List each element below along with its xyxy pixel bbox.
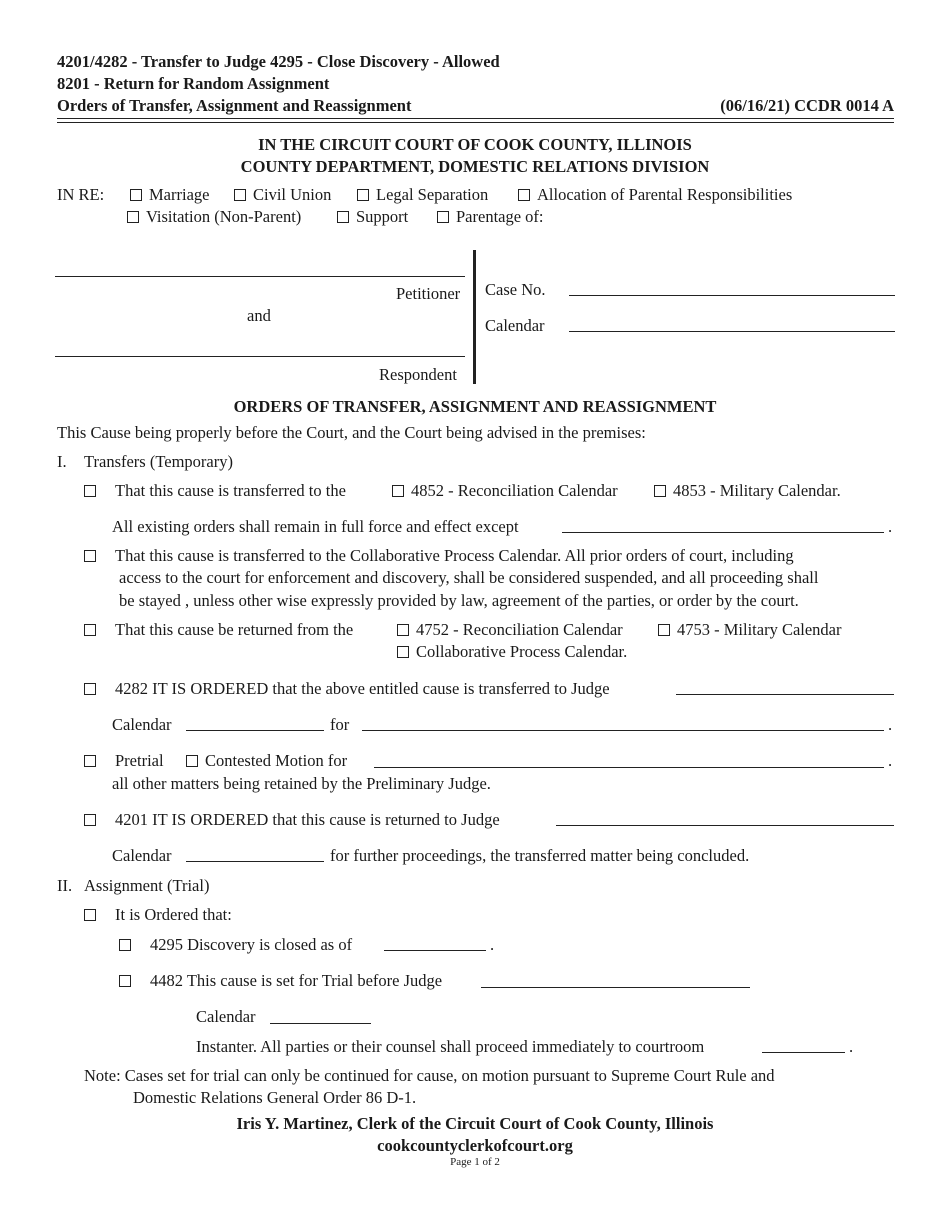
checkbox[interactable] xyxy=(84,550,96,562)
for-field[interactable] xyxy=(362,730,884,731)
court-line-1: IN THE CIRCUIT COURT OF COOK COUNTY, ILLINOIS xyxy=(258,135,692,154)
checkbox[interactable] xyxy=(186,755,198,767)
transfer-4852[interactable]: 4852 - Reconciliation Calendar xyxy=(392,481,618,501)
checkbox[interactable] xyxy=(234,189,246,201)
instanter-text: Instanter. All parties or their counsel shall proceed immediately to courtroom xyxy=(196,1037,705,1056)
order-4282-item[interactable]: 4282 IT IS ORDERED that the above entitled cause is transferred to Judge xyxy=(84,679,610,699)
collab-line-3: be stayed , unless other wise expressly provided by law, agreement of the parties, or order by the court. xyxy=(119,591,799,610)
trial-judge-field[interactable] xyxy=(481,987,750,988)
checkbox[interactable] xyxy=(392,485,404,497)
petitioner-label: Petitioner xyxy=(396,284,461,303)
transfer-item[interactable]: That this cause is transferred to the xyxy=(84,481,346,501)
in-re-allocation[interactable]: Allocation of Parental Responsibilities xyxy=(518,185,792,205)
checkbox[interactable] xyxy=(127,211,139,223)
checkbox[interactable] xyxy=(437,211,449,223)
section-1-title: Transfers (Temporary) xyxy=(84,452,233,471)
footer-clerk: Iris Y. Martinez, Clerk of the Circuit Court of Cook County, Illinois xyxy=(236,1114,714,1133)
in-re-civil-union[interactable]: Civil Union xyxy=(234,185,331,205)
period: . xyxy=(888,751,893,770)
checkbox[interactable] xyxy=(397,624,409,636)
checkbox[interactable] xyxy=(119,939,131,951)
petitioner-line[interactable] xyxy=(55,276,465,277)
collab-item[interactable]: That this cause is transferred to the Collaborative Process Calendar. All prior orders of court, including xyxy=(84,546,794,566)
checkbox[interactable] xyxy=(84,909,96,921)
checkbox[interactable] xyxy=(84,814,96,826)
note-line-1: Note: Cases set for trial can only be continued for cause, on motion pursuant to Supreme Court Rule and xyxy=(84,1066,775,1085)
footer-website[interactable]: cookcountyclerkofcourt.org xyxy=(377,1136,573,1155)
in-re-marriage[interactable]: Marriage xyxy=(130,185,209,205)
period: . xyxy=(490,935,495,954)
calendar-field-4282[interactable] xyxy=(186,730,324,731)
period: . xyxy=(849,1037,854,1056)
checkbox[interactable] xyxy=(84,624,96,636)
calendar-label: Calendar xyxy=(485,316,545,335)
returned-4752[interactable]: 4752 - Reconciliation Calendar xyxy=(397,620,623,640)
orders-title: ORDERS OF TRANSFER, ASSIGNMENT AND REASSIGNMENT xyxy=(233,397,717,416)
header-line-1: 4201/4282 - Transfer to Judge 4295 - Close Discovery - Allowed xyxy=(57,52,500,71)
for-label: for xyxy=(330,715,350,734)
in-re-legal-separation[interactable]: Legal Separation xyxy=(357,185,488,205)
returned-collab[interactable]: Collaborative Process Calendar. xyxy=(397,642,627,662)
header-rule-2 xyxy=(57,122,894,123)
respondent-line[interactable] xyxy=(55,356,465,357)
and-label: and xyxy=(247,306,271,325)
returned-4753[interactable]: 4753 - Military Calendar xyxy=(658,620,842,640)
in-re-visitation[interactable]: Visitation (Non-Parent) xyxy=(127,207,301,227)
existing-orders-text: All existing orders shall remain in full force and effect except xyxy=(112,517,519,536)
case-no-label: Case No. xyxy=(485,280,546,299)
calendar-field-4201[interactable] xyxy=(186,861,324,862)
returned-item[interactable]: That this cause be returned from the xyxy=(84,620,353,640)
period: . xyxy=(888,715,893,734)
discovery-item[interactable]: 4295 Discovery is closed as of xyxy=(119,935,352,955)
checkbox[interactable] xyxy=(658,624,670,636)
transfer-4853[interactable]: 4853 - Military Calendar. xyxy=(654,481,841,501)
existing-orders-field[interactable] xyxy=(562,532,884,533)
courtroom-field[interactable] xyxy=(762,1052,845,1053)
checkbox[interactable] xyxy=(337,211,349,223)
calendar-label-4201: Calendar xyxy=(112,846,172,865)
checkbox[interactable] xyxy=(357,189,369,201)
section-2-title: Assignment (Trial) xyxy=(84,876,210,895)
caption-divider xyxy=(473,250,476,384)
collab-line-2: access to the court for enforcement and discovery, shall be considered suspended, and all proceeding shall xyxy=(119,568,819,587)
intro-text: This Cause being properly before the Court, and the Court being advised in the premises: xyxy=(57,423,646,442)
calendar-label-4282: Calendar xyxy=(112,715,172,734)
court-line-2: COUNTY DEPARTMENT, DOMESTIC RELATIONS DIVISION xyxy=(240,157,710,176)
checkbox[interactable] xyxy=(84,485,96,497)
checkbox[interactable] xyxy=(130,189,142,201)
judge-field-4282[interactable] xyxy=(676,694,894,695)
checkbox[interactable] xyxy=(119,975,131,987)
section-2-label: II. xyxy=(57,876,73,895)
note-line-2: Domestic Relations General Order 86 D-1. xyxy=(133,1088,417,1107)
section-1-label: I. xyxy=(57,452,67,471)
order-4201-item[interactable]: 4201 IT IS ORDERED that this cause is returned to Judge xyxy=(84,810,500,830)
case-no-field[interactable] xyxy=(569,295,895,296)
other-matters-text: all other matters being retained by the Preliminary Judge. xyxy=(112,774,491,793)
pretrial-item[interactable]: Pretrial xyxy=(84,751,164,771)
checkbox[interactable] xyxy=(518,189,530,201)
respondent-label: Respondent xyxy=(379,365,457,384)
in-re-parentage[interactable]: Parentage of: xyxy=(437,207,544,227)
trial-calendar-field[interactable] xyxy=(270,1023,371,1024)
contested-motion[interactable]: Contested Motion for xyxy=(186,751,347,771)
header-line-3: Orders of Transfer, Assignment and Reassignment xyxy=(57,96,412,115)
header-rule-1 xyxy=(57,118,894,119)
contested-motion-field[interactable] xyxy=(374,767,884,768)
period: . xyxy=(888,517,893,536)
in-re-support[interactable]: Support xyxy=(337,207,408,227)
calendar-field[interactable] xyxy=(569,331,895,332)
page-number: Page 1 of 2 xyxy=(450,1156,500,1168)
checkbox[interactable] xyxy=(84,755,96,767)
further-text: for further proceedings, the transferred matter being concluded. xyxy=(330,846,750,865)
checkbox[interactable] xyxy=(84,683,96,695)
header-line-2: 8201 - Return for Random Assignment xyxy=(57,74,330,93)
trial-calendar-label: Calendar xyxy=(196,1007,256,1026)
judge-field-4201[interactable] xyxy=(556,825,894,826)
ordered-item[interactable]: It is Ordered that: xyxy=(84,905,232,925)
checkbox[interactable] xyxy=(654,485,666,497)
in-re-label: IN RE: xyxy=(57,185,105,204)
discovery-date-field[interactable] xyxy=(384,950,486,951)
checkbox[interactable] xyxy=(397,646,409,658)
trial-item[interactable]: 4482 This cause is set for Trial before Judge xyxy=(119,971,442,991)
form-id: (06/16/21) CCDR 0014 A xyxy=(720,96,894,115)
